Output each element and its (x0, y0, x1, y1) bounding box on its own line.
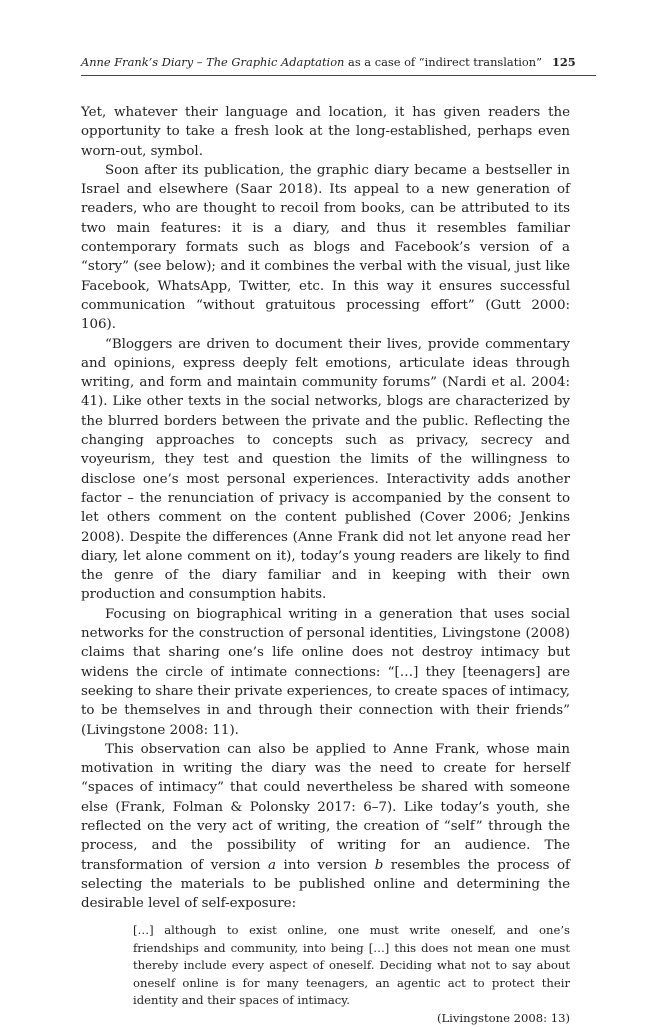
header-rule (81, 75, 596, 76)
page-number: 125 (551, 55, 576, 69)
paragraph-2: Soon after its publication, the graphic diary became a bestseller in Israel and elsewhere (Saar 2018). Its appeal to a new generation of readers, who are thought to recoil from books, can be attributed to its two main features: it is a diary, and thus it resembles familiar contemporary formats such as blogs and Facebook’s version of a “story” (see below); and it combines the verbal with the visual, just like Facebook, WhatsApp, Twitter, etc. In this way it ensures successful communication “without gratuitous processing effort” (Gutt 2000: 106). (81, 162, 570, 333)
block-quote (133, 922, 570, 1027)
paragraph-4: Focusing on biographical writing in a generation that uses social networks for the construction of personal identities, Livingstone (2008) claims that sharing one’s life online does not destroy intimacy but widens the circle of intimate connections: “[…] they [teenagers] are seeking to share their private experiences, to create spaces of intimacy, to be themselves in and through their connection with their friends” (Livingstone 2008: 11). (81, 606, 570, 738)
block-quote-citation: (Livingstone 2008: 13) (436, 1010, 570, 1025)
header-title-rest: as a case of “indirect translation” (344, 55, 542, 69)
paragraph-3: “Bloggers are driven to document their lives, provide commentary and opinions, express deeply felt emotions, articulate ideas through writing, and form and maintain community forums” (Nardi et al. 2004: 41). Like other texts in the social networks, blogs are characterized by the blurred borders between the private and the public. Reflecting the changing approaches to concepts such as privacy, secrecy and voyeurism, they test and question the limits of the willingness to disclose one’s most personal experiences. Interactivity adds another factor – the renunciation of privacy is accompanied by the consent to let others comment on the content published (Cover 2006; Jenkins 2008). Despite the differences (Anne Frank did not let anyone read her diary, let alone comment on it), today’s young readers are likely to find the genre of the diary familiar and in keeping with their own production and consumption habits. (81, 336, 570, 603)
running-header (81, 54, 576, 70)
paragraph-5-part-1: This observation can also be applied to Anne Frank, whose main motivation in writing the diary was the need to create for herself “spaces of intimacy” that could nevertheless be shared with someone else (Frank, Folman & Polonsky 2017: 6–7). Like today’s youth, she reflected on the very act of writing, the creation of “self” through the process, and the possibility of writing for an audience. The transformation of version (81, 741, 570, 873)
body-text (81, 103, 570, 1027)
version-a: a (268, 857, 277, 873)
paragraph-5 (81, 740, 570, 914)
block-quote-text: […] although to exist online, one must write oneself, and one’s friendships and community, into being […] this does not mean one must thereby include every aspect of oneself. Deciding what not to say about oneself online is for many teenagers, an agentic act to protect their identity and their spaces of intimacy. (133, 923, 570, 1008)
paragraph-5-part-3: resembles the process of selecting the materials to be published online and determining the desirable level of self-exposure: (81, 857, 571, 912)
paragraph-5-part-2: into version (276, 857, 375, 873)
paragraph-1: Yet, whatever their language and location, it has given readers the opportunity to take a fresh look at the long-established, perhaps even worn-out, symbol. (81, 105, 570, 159)
version-b: b (374, 857, 384, 873)
header-title-italic: Anne Frank’s Diary – The Graphic Adaptation (81, 55, 345, 69)
